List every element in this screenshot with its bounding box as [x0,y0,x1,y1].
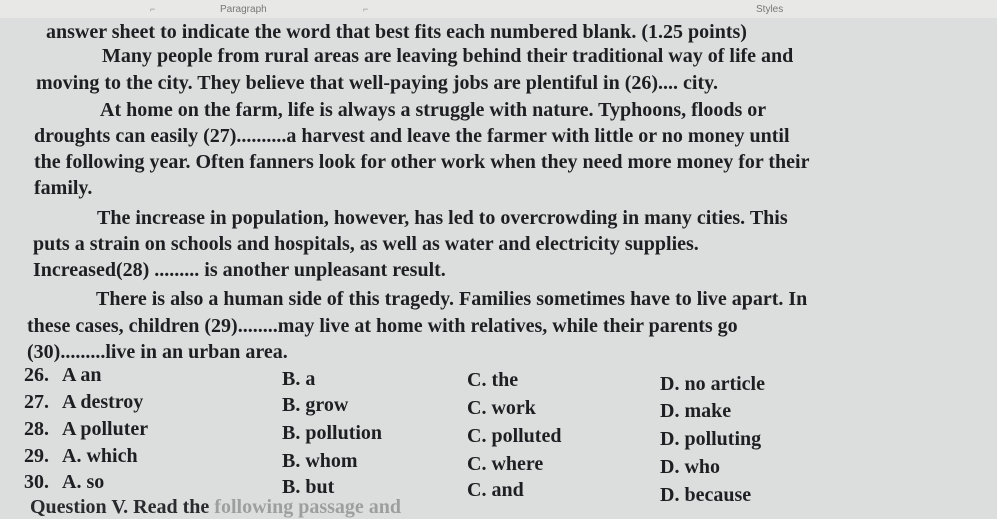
passage-line: Increased(28) ......... is another unpleasant result. [33,259,446,281]
option-b: B. pollution [282,422,383,444]
passage-line: the following year. Often fanners look for other work when they need more money for their [34,151,810,173]
passage-line: moving to the city. They believe that well-paying jobs are plentiful in (26).... city. [36,72,719,94]
passage-line: droughts can easily (27)..........a harvest and leave the farmer with little or no money until [34,125,790,147]
option-a: A an [62,364,102,386]
dialog-launcher-icon[interactable]: ⌐ [363,4,369,14]
option-c: C. where [467,453,544,475]
instruction-line: answer sheet to indicate the word that best fits each numbered blank. (1.25 points) [46,21,747,43]
passage-line: puts a strain on schools and hospitals, as well as water and electricity supplies. [33,233,699,255]
passage-line: these cases, children (29)........may live at home with relatives, while their parents go [27,315,738,337]
question-number: 27. [24,391,49,413]
question-number: 30. [24,471,49,493]
ribbon-paragraph-label: Paragraph [220,4,267,15]
option-a: A. which [62,445,138,467]
option-d: D. polluting [660,428,762,450]
passage-line: Many people from rural areas are leaving behind their traditional way of life and [102,45,794,67]
option-d: D. because [660,484,752,506]
passage-line: At home on the farm, life is always a struggle with nature. Typhoons, floods or [100,99,767,121]
option-c: C. the [467,369,519,391]
next-section-heading-cutoff: following passage and [214,496,402,518]
ribbon-styles-label: Styles [756,4,784,15]
next-section-heading-text: Question V. Read the [30,496,210,518]
question-number: 28. [24,418,49,440]
option-a: A. so [62,471,105,493]
passage-line: (30).........live in an urban area. [27,341,288,363]
passage-line: There is also a human side of this tragedy. Families sometimes have to live apart. In [96,288,808,310]
option-a: A polluter [62,418,149,440]
option-c: C. and [467,479,524,501]
option-b: B. whom [282,450,358,472]
passage-line: The increase in population, however, has led to overcrowding in many cities. This [97,207,788,229]
document-page [0,16,997,516]
question-number: 26. [24,364,49,386]
option-b: B. grow [282,394,349,416]
option-a: A destroy [62,391,144,413]
option-d: D. make [660,400,732,422]
dialog-launcher-icon[interactable]: ⌐ [150,4,156,14]
option-b: B. a [282,368,316,390]
option-d: D. who [660,456,721,478]
option-c: C. work [467,397,536,419]
option-d: D. no article [660,373,765,395]
question-number: 29. [24,445,49,467]
passage-line: family. [34,177,93,199]
option-b: B. but [282,476,335,498]
option-c: C. polluted [467,425,562,447]
